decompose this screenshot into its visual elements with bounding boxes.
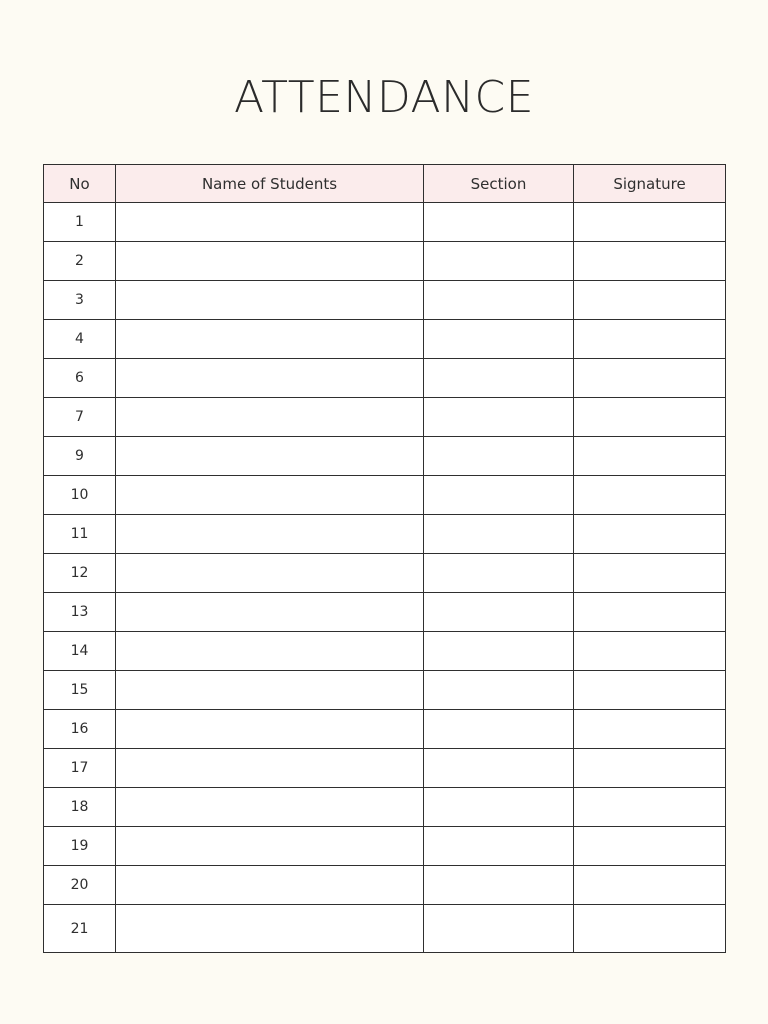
signature-cell[interactable]	[574, 749, 726, 788]
section-cell[interactable]	[424, 827, 574, 866]
table-row	[44, 203, 726, 242]
table-row	[44, 515, 726, 554]
table-row	[44, 593, 726, 632]
row-number: 16	[44, 710, 116, 749]
row-number: 15	[44, 671, 116, 710]
section-cell[interactable]	[424, 320, 574, 359]
student-name-cell[interactable]	[116, 476, 424, 515]
attendance-table	[43, 164, 726, 953]
row-number: 3	[44, 281, 116, 320]
signature-cell[interactable]	[574, 710, 726, 749]
row-number: 13	[44, 593, 116, 632]
column-header-signature: Signature	[574, 165, 726, 203]
table-row	[44, 281, 726, 320]
table-row	[44, 749, 726, 788]
row-number: 21	[44, 905, 116, 953]
column-header-section: Section	[424, 165, 574, 203]
signature-cell[interactable]	[574, 827, 726, 866]
section-cell[interactable]	[424, 593, 574, 632]
row-number: 4	[44, 320, 116, 359]
section-cell[interactable]	[424, 359, 574, 398]
student-name-cell[interactable]	[116, 905, 424, 953]
student-name-cell[interactable]	[116, 203, 424, 242]
row-number: 9	[44, 437, 116, 476]
row-number: 12	[44, 554, 116, 593]
section-cell[interactable]	[424, 437, 574, 476]
table-row	[44, 242, 726, 281]
section-cell[interactable]	[424, 515, 574, 554]
student-name-cell[interactable]	[116, 398, 424, 437]
row-number: 11	[44, 515, 116, 554]
row-number: 19	[44, 827, 116, 866]
signature-cell[interactable]	[574, 398, 726, 437]
section-cell[interactable]	[424, 788, 574, 827]
student-name-cell[interactable]	[116, 554, 424, 593]
student-name-cell[interactable]	[116, 632, 424, 671]
section-cell[interactable]	[424, 866, 574, 905]
student-name-cell[interactable]	[116, 788, 424, 827]
section-cell[interactable]	[424, 710, 574, 749]
table-row	[44, 320, 726, 359]
student-name-cell[interactable]	[116, 359, 424, 398]
student-name-cell[interactable]	[116, 866, 424, 905]
section-cell[interactable]	[424, 905, 574, 953]
page-title: ATTENDANCE	[233, 72, 535, 123]
section-cell[interactable]	[424, 242, 574, 281]
section-cell[interactable]	[424, 554, 574, 593]
signature-cell[interactable]	[574, 203, 726, 242]
row-number: 20	[44, 866, 116, 905]
student-name-cell[interactable]	[116, 437, 424, 476]
signature-cell[interactable]	[574, 905, 726, 953]
student-name-cell[interactable]	[116, 320, 424, 359]
signature-cell[interactable]	[574, 437, 726, 476]
student-name-cell[interactable]	[116, 749, 424, 788]
row-number: 6	[44, 359, 116, 398]
row-number: 10	[44, 476, 116, 515]
section-cell[interactable]	[424, 203, 574, 242]
column-header-name: Name of Students	[116, 165, 424, 203]
row-number: 18	[44, 788, 116, 827]
table-row	[44, 788, 726, 827]
signature-cell[interactable]	[574, 554, 726, 593]
student-name-cell[interactable]	[116, 710, 424, 749]
student-name-cell[interactable]	[116, 671, 424, 710]
section-cell[interactable]	[424, 671, 574, 710]
signature-cell[interactable]	[574, 476, 726, 515]
signature-cell[interactable]	[574, 632, 726, 671]
signature-cell[interactable]	[574, 671, 726, 710]
student-name-cell[interactable]	[116, 827, 424, 866]
student-name-cell[interactable]	[116, 515, 424, 554]
section-cell[interactable]	[424, 398, 574, 437]
student-name-cell[interactable]	[116, 593, 424, 632]
table-header-row	[44, 165, 726, 203]
section-cell[interactable]	[424, 632, 574, 671]
table-row	[44, 476, 726, 515]
signature-cell[interactable]	[574, 242, 726, 281]
signature-cell[interactable]	[574, 281, 726, 320]
signature-cell[interactable]	[574, 320, 726, 359]
signature-cell[interactable]	[574, 788, 726, 827]
section-cell[interactable]	[424, 749, 574, 788]
table-row	[44, 398, 726, 437]
signature-cell[interactable]	[574, 866, 726, 905]
table-row	[44, 632, 726, 671]
signature-cell[interactable]	[574, 515, 726, 554]
table-row	[44, 671, 726, 710]
table-row	[44, 437, 726, 476]
row-number: 7	[44, 398, 116, 437]
row-number: 2	[44, 242, 116, 281]
row-number: 1	[44, 203, 116, 242]
student-name-cell[interactable]	[116, 242, 424, 281]
signature-cell[interactable]	[574, 593, 726, 632]
table-row	[44, 905, 726, 953]
signature-cell[interactable]	[574, 359, 726, 398]
section-cell[interactable]	[424, 476, 574, 515]
table-row	[44, 710, 726, 749]
column-header-no: No	[44, 165, 116, 203]
table-row	[44, 827, 726, 866]
table-row	[44, 866, 726, 905]
row-number: 17	[44, 749, 116, 788]
table-row	[44, 359, 726, 398]
row-number: 14	[44, 632, 116, 671]
student-name-cell[interactable]	[116, 281, 424, 320]
section-cell[interactable]	[424, 281, 574, 320]
table-row	[44, 554, 726, 593]
